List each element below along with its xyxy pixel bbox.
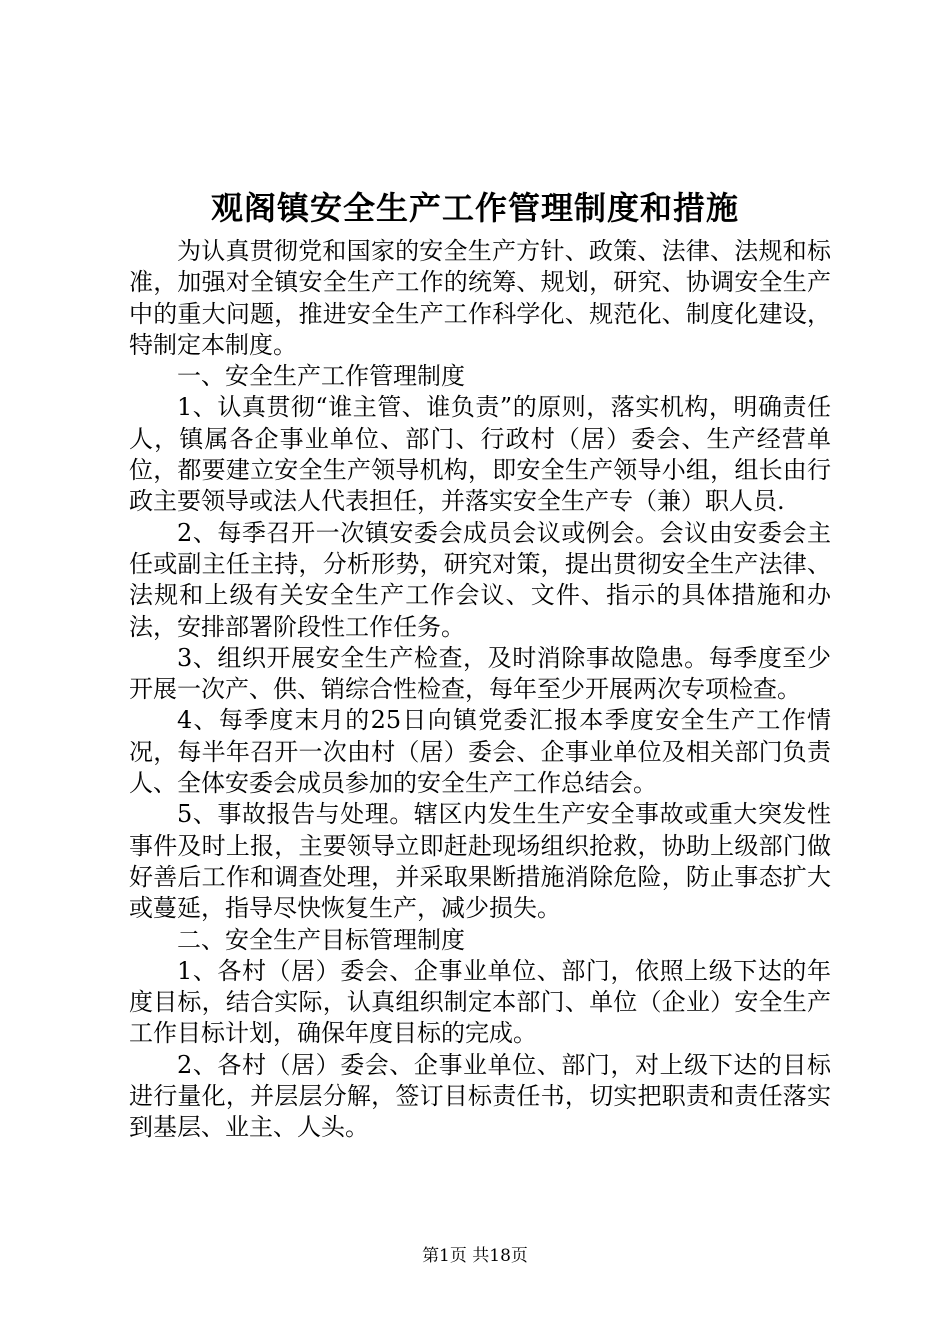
paragraph-1-2: 2、每季召开一次镇安委会成员会议或例会。会议由安委会主任或副主任主持，分析形势，研究对策，提出贯彻安全生产法律、法规和上级有关安全生产工作会议、文件、指示的具体措施和办法，安排部署阶段性工作任务。: [129, 518, 831, 641]
paragraph-1-3: 3、组织开展安全生产检查，及时消除事故隐患。每季度至少开展一次产、供、销综合性检查，每年至少开展两次专项检查。: [129, 643, 831, 704]
paragraph-1-1: 1、认真贯彻“谁主管、谁负责”的原则，落实机构，明确责任人，镇属各企事业单位、部门、行政村（居）委会、生产经营单位，都要建立安全生产领导机构，即安全生产领导小组，组长由行政主要领导或法人代表担任，并落实安全生产专（兼）职人员.: [129, 393, 831, 516]
paragraph-1-5: 5、事故报告与处理。辖区内发生生产安全事故或重大突发性事件及时上报，主要领导立即赶赴现场组织抢救，协助上级部门做好善后工作和调查处理，并采取果断措施消除危险，防止事态扩大或蔓延，指导尽快恢复生产，减少损失。: [129, 800, 831, 923]
section-heading-2: 二、安全生产目标管理制度: [177, 925, 465, 954]
document-title: 观阁镇安全生产工作管理制度和措施: [210, 189, 739, 227]
paragraph-1-4: 4、每季度末月的25日向镇党委汇报本季度安全生产工作情况，每半年召开一次由村（居）委会、企事业单位及相关部门负责人、全体安委会成员参加的安全生产工作总结会。: [129, 706, 831, 798]
page-number-footer: 第1页 共18页: [422, 1246, 528, 1266]
paragraph-intro: 为认真贯彻党和国家的安全生产方针、政策、法律、法规和标准，加强对全镇安全生产工作的统筹、规划，研究、协调安全生产中的重大问题，推进安全生产工作科学化、规范化、制度化建设，特制定本制度。: [129, 237, 831, 359]
paragraph-2-2: 2、各村（居）委会、企事业单位、部门，对上级下达的目标进行量化，并层层分解，签订目标责任书，切实把职责和责任落实到基层、业主、人头。: [129, 1050, 831, 1142]
section-heading-1: 一、安全生产工作管理制度: [177, 362, 465, 391]
paragraph-2-1: 1、各村（居）委会、企事业单位、部门，依照上级下达的年度目标，结合实际，认真组织制定本部门、单位（企业）安全生产工作目标计划，确保年度目标的完成。: [129, 956, 831, 1048]
document-body: [129, 236, 831, 1144]
